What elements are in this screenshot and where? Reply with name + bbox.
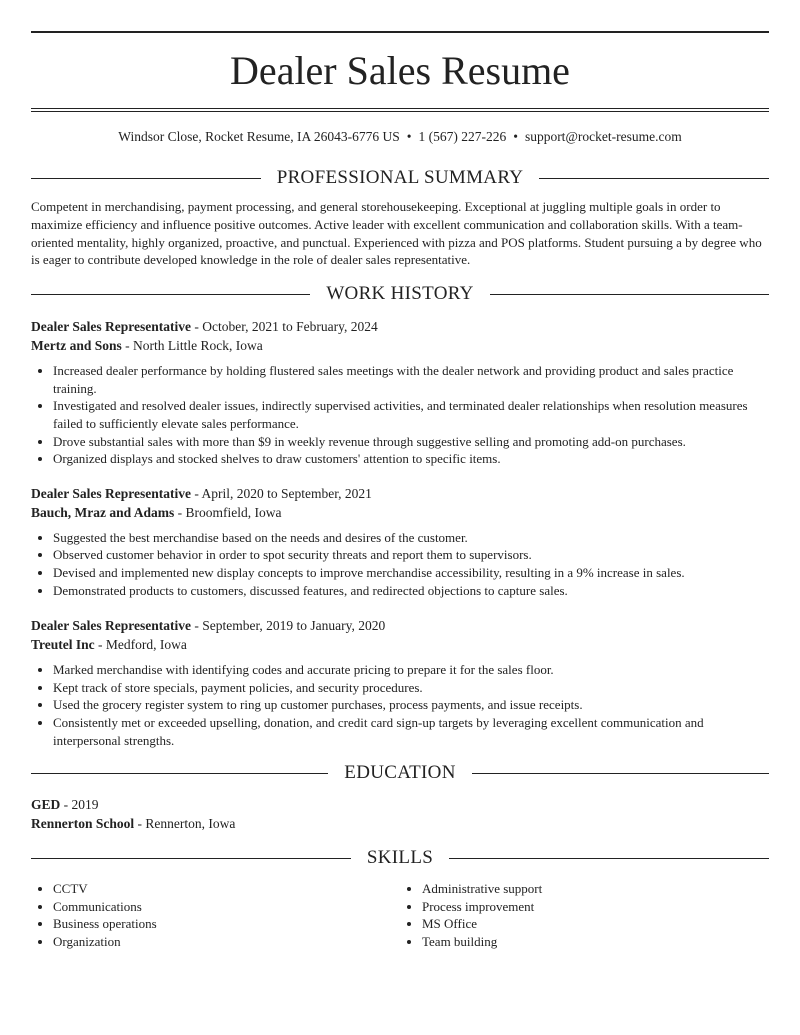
job-location: - Broomfield, Iowa xyxy=(174,504,282,520)
job-dates: - September, 2019 to January, 2020 xyxy=(190,618,386,634)
title-double-rule xyxy=(31,108,769,112)
list-item: • Increased dealer performance by holding flustered sales meetings with the dealer network and providing product and sales practice training. xyxy=(53,362,769,397)
heading-rule xyxy=(31,858,351,859)
summary-text: Competent in merchandising, payment processing, and general storehousekeeping. Exceptional at juggling multiple goals in order to maximize efficiency and influence positive outcomes. Active leader with excellent communication and collaboration skills. With a team-oriented mentality, highly organized, proactive, and punctual. Experienced with pizza and POS platforms. Student pursuing a by degree who is eager to contribute developed knowledge in the role of dealer sales representative. xyxy=(31,199,762,268)
heading-rule xyxy=(539,178,769,179)
job-entry xyxy=(31,317,769,468)
heading-rule xyxy=(31,294,310,295)
job-title-line xyxy=(31,616,769,635)
job-dates: - October, 2021 to February, 2024 xyxy=(190,319,378,335)
page-title: Dealer Sales Resume xyxy=(230,48,570,93)
job-bullets xyxy=(31,362,769,468)
education-location: - Rennerton, Iowa xyxy=(134,816,236,832)
job-company: Treutel Inc xyxy=(31,637,95,653)
education-degree-line xyxy=(31,795,769,814)
contact-separator: • xyxy=(406,129,412,144)
skill-item: • Organization xyxy=(53,933,400,951)
section-title: EDUCATION xyxy=(344,762,456,784)
section-heading-education xyxy=(31,761,769,785)
top-rule xyxy=(31,31,769,33)
skills-grid xyxy=(31,880,769,950)
list-item: • Observed customer behavior in order to spot security threats and report them to supervisors. xyxy=(53,546,769,564)
education-year: - 2019 xyxy=(60,797,99,813)
section-title: SKILLS xyxy=(366,847,434,869)
section-title: WORK HISTORY xyxy=(326,283,474,305)
job-title-line xyxy=(31,484,769,503)
skill-item: • Process improvement xyxy=(422,898,769,916)
contact-separator: • xyxy=(513,129,518,144)
education-school-line xyxy=(31,814,769,833)
list-item: • Investigated and resolved dealer issues, indirectly supervised activities, and terminated dealer relationships when resolution measures failed to sufficiently elevate sales performance. xyxy=(53,397,769,432)
education-degree: GED xyxy=(31,797,61,813)
job-dates: - April, 2020 to September, 2021 xyxy=(190,485,372,501)
heading-rule xyxy=(31,178,261,179)
section-heading-summary xyxy=(31,166,769,190)
job-title: Dealer Sales Representative xyxy=(31,485,191,501)
list-item: • Suggested the best merchandise based on the needs and desires of the customer. xyxy=(53,529,769,547)
job-company: Mertz and Sons xyxy=(31,338,122,354)
job-company-line xyxy=(31,503,769,522)
list-item: • Consistently met or exceeded upselling, donation, and credit card sign-up targets by leveraging excellent communication and interpersonal strengths. xyxy=(53,714,769,749)
skill-item: • Administrative support xyxy=(422,880,769,898)
job-bullets xyxy=(31,529,769,599)
skill-item: • CCTV xyxy=(53,880,400,898)
skill-item: • Business operations xyxy=(53,915,400,933)
education-entry xyxy=(31,795,769,833)
job-bullets xyxy=(31,661,769,749)
skills-list-left xyxy=(31,880,400,950)
job-location: - North Little Rock, Iowa xyxy=(121,338,263,354)
skills-list-right xyxy=(400,880,769,950)
section-heading-work xyxy=(31,282,769,306)
contact-line xyxy=(31,128,769,146)
section-title: PROFESSIONAL SUMMARY xyxy=(276,167,524,188)
job-company: Bauch, Mraz and Adams xyxy=(31,504,175,520)
heading-rule xyxy=(490,294,769,295)
list-item: • Kept track of store specials, payment policies, and security procedures. xyxy=(53,679,769,697)
heading-rule xyxy=(449,858,769,859)
section-heading-skills xyxy=(31,846,769,870)
contact-phone: 1 (567) 227-226 xyxy=(418,129,507,144)
contact-email: support@rocket-resume.com xyxy=(524,129,682,144)
list-item: • Drove substantial sales with more than $9 in weekly revenue through suggestive selling and promoting add-on purchases. xyxy=(53,433,769,451)
job-title-line xyxy=(31,317,769,336)
resume-page xyxy=(31,31,769,950)
job-company-line xyxy=(31,336,769,355)
skill-item: • Team building xyxy=(422,933,769,951)
job-title: Dealer Sales Representative xyxy=(31,618,191,634)
job-entry xyxy=(31,484,769,599)
list-item: • Demonstrated products to customers, discussed features, and redirected objections to capture sales. xyxy=(53,582,769,600)
list-item: • Used the grocery register system to ring up customer purchases, process payments, and issue receipts. xyxy=(53,696,769,714)
list-item: • Marked merchandise with identifying codes and accurate pricing to prepare it for the sales floor. xyxy=(53,661,769,679)
job-company-line xyxy=(31,635,769,654)
heading-rule xyxy=(472,773,769,774)
list-item: • Devised and implemented new display concepts to improve merchandise accessibility, resulting in a 9% increase in sales. xyxy=(53,564,769,582)
job-title: Dealer Sales Representative xyxy=(31,319,191,335)
list-item: • Organized displays and stocked shelves to draw customers' attention to specific items. xyxy=(53,450,769,468)
job-entry xyxy=(31,616,769,749)
heading-rule xyxy=(31,773,328,774)
contact-address: Windsor Close, Rocket Resume, IA 26043-6776 US xyxy=(118,129,400,144)
job-location: - Medford, Iowa xyxy=(94,637,187,653)
skill-item: • MS Office xyxy=(422,915,769,933)
skill-item: • Communications xyxy=(53,898,400,916)
education-school: Rennerton School xyxy=(31,816,135,832)
